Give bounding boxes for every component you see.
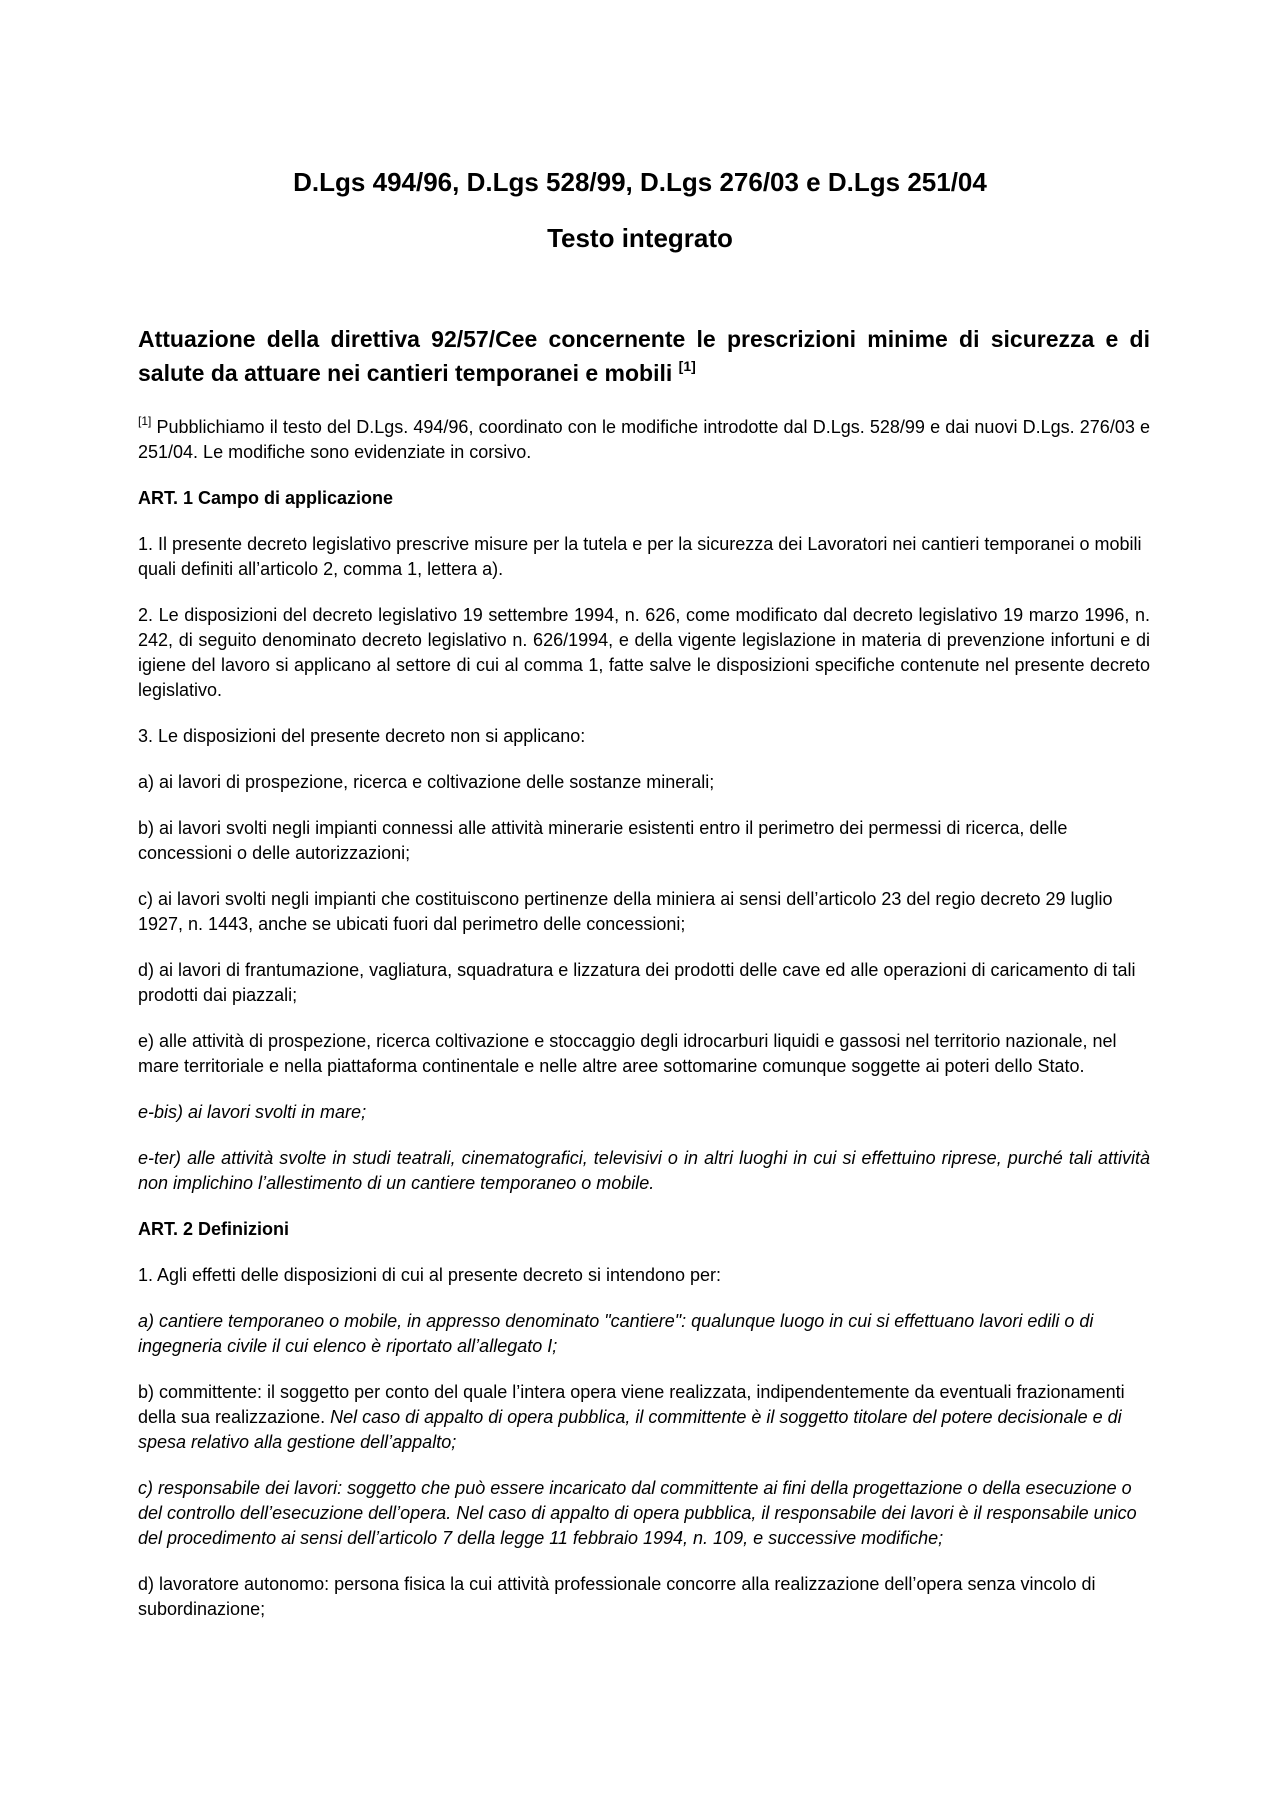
footnote-text: Pubblichiamo il testo del D.Lgs. 494/96, coordinato con le modifiche introdotte dal D.Lgs. 528/99 e dai nuovi D.Lgs. 276/03 e 251/04. Le modifiche sono evidenziate in corsivo. bbox=[138, 417, 1150, 462]
article-1-heading: ART. 1 Campo di applicazione bbox=[138, 488, 394, 508]
article-1-item-a: a) ai lavori di prospezione, ricerca e coltivazione delle sostanze minerali; bbox=[138, 772, 715, 792]
article-2-item-c: c) responsabile dei lavori: soggetto che può essere incaricato dal committente ai fini della progettazione o della esecuzione o del controllo dell’esecuzione dell’opera. Nel caso di appalto di opera pubblica, il responsabile dei lavori è il responsabile unico del procedimento ai sensi dell’articolo 7 della legge 11 febbraio 1994, n. 109, e successive modifiche; bbox=[138, 1478, 1137, 1548]
article-1-item-d: d) ai lavori di frantumazione, vagliatura, squadratura e lizzatura dei prodotti delle cave ed alle operazioni di caricamento di tali prodotti dai piazzali; bbox=[138, 960, 1136, 1005]
document-subtitle: Testo integrato bbox=[547, 223, 733, 253]
article-2-item-a: a) cantiere temporaneo o mobile, in appresso denominato "cantiere": qualunque luogo in cui si effettuano lavori edili o di ingegneria civile il cui elenco è riportato all’allegato I; bbox=[138, 1311, 1094, 1356]
article-2-paragraph-1: 1. Agli effetti delle disposizioni di cui al presente decreto si intendono per: bbox=[138, 1265, 722, 1285]
article-2-item-b-text: b) committente: il soggetto per conto del quale l’intera opera viene realizzata, indipendentemente da eventuali frazionamenti della sua realizzazione. bbox=[138, 1382, 1125, 1427]
footnote-reference: [1] bbox=[678, 358, 696, 374]
decree-heading-text: Attuazione della direttiva 92/57/Cee concernente le prescrizioni minime di sicurezza e di salute da attuare nei cantieri temporanei e mobili bbox=[138, 326, 1150, 386]
article-2-item-b bbox=[138, 1380, 1150, 1455]
article-1-item-e-bis: e-bis) ai lavori svolti in mare; bbox=[138, 1102, 367, 1122]
article-1-item-e: e) alle attività di prospezione, ricerca coltivazione e stoccaggio degli idrocarburi liquidi e gassosi nel territorio nazionale, nel mare territoriale e nella piattaforma continentale e nelle altre aree sottomarine comunque soggette ai poteri dello Stato. bbox=[138, 1031, 1117, 1076]
decree-heading bbox=[138, 326, 1150, 387]
article-1-paragraph-2: 2. Le disposizioni del decreto legislativo 19 settembre 1994, n. 626, come modificato dal decreto legislativo 19 marzo 1996, n. 242, di seguito denominato decreto legislativo n. 626/1994, e della vigente legislazione in materia di prevenzione infortuni e di igiene del lavoro si applicano al settore di cui al comma 1, fatte salve le disposizioni specifiche contenute nel presente decreto legislativo. bbox=[138, 605, 1150, 700]
document-body bbox=[138, 326, 1150, 1643]
footnote bbox=[138, 409, 1150, 465]
document-title: D.Lgs 494/96, D.Lgs 528/99, D.Lgs 276/03 e D.Lgs 251/04 bbox=[293, 167, 987, 197]
article-1-paragraph-3: 3. Le disposizioni del presente decreto non si applicano: bbox=[138, 726, 586, 746]
article-1-paragraph-1: 1. Il presente decreto legislativo prescrive misure per la tutela e per la sicurezza dei Lavoratori nei cantieri temporanei o mobili quali definiti all’articolo 2, comma 1, lettera a). bbox=[138, 534, 1142, 579]
article-2-item-b-amendment: Nel caso di appalto di opera pubblica, il committente è il soggetto titolare del potere decisionale e di spesa relativo alla gestione dell’appalto; bbox=[138, 1407, 1122, 1452]
footnote-marker: [1] bbox=[138, 414, 152, 428]
article-2-heading: ART. 2 Definizioni bbox=[138, 1219, 290, 1239]
article-1-item-b: b) ai lavori svolti negli impianti connessi alle attività minerarie esistenti entro il perimetro dei permessi di ricerca, delle concessioni o delle autorizzazioni; bbox=[138, 818, 1068, 863]
article-1-item-c: c) ai lavori svolti negli impianti che costituiscono pertinenze della miniera ai sensi dell’articolo 23 del regio decreto 29 luglio 1927, n. 1443, anche se ubicati fuori dal perimetro delle concessioni; bbox=[138, 889, 1113, 934]
article-1-item-e-ter: e-ter) alle attività svolte in studi teatrali, cinematografici, televisivi o in altri luoghi in cui si effettuino riprese, purché tali attività non implichino l’allestimento di un cantiere temporaneo o mobile. bbox=[138, 1148, 1150, 1193]
article-2-item-d: d) lavoratore autonomo: persona fisica la cui attività professionale concorre alla realizzazione dell’opera senza vincolo di subordinazione; bbox=[138, 1574, 1096, 1619]
